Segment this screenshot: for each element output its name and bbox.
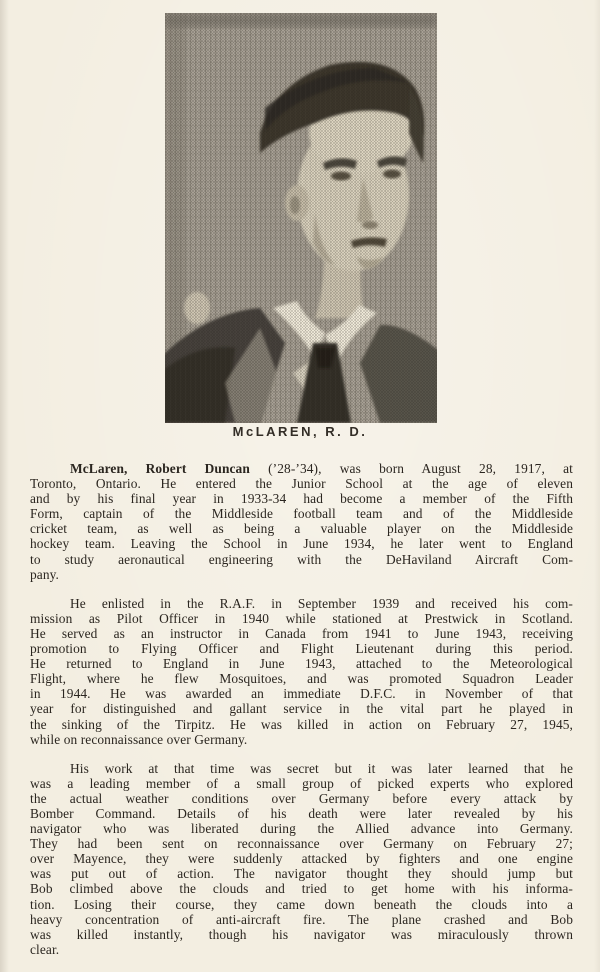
text-line: Bomber Command. Details of his death were later revealed by his	[30, 805, 573, 821]
paragraph-1	[30, 461, 573, 582]
text-line: heavy concentration of anti-aircraft fire. The plane crashed and Bob	[30, 911, 573, 927]
paragraph-2	[30, 596, 573, 747]
text-line: Form, captain of the Middleside football team and of the Middleside	[30, 506, 573, 522]
text-line: in 1944. He was awarded an immediate D.F.C. in November of that	[30, 686, 573, 702]
text-line: cricket team, as well as being a valuable player on the Middleside	[30, 521, 573, 537]
text-line: the actual weather conditions over Germany before every attack by	[30, 790, 573, 806]
text-line: while on reconnaissance over Germany.	[30, 731, 248, 747]
text-line: Flight, where he flew Mosquitoes, and was promoted Squadron Leader	[30, 671, 573, 687]
paragraph-3	[30, 761, 573, 957]
text-line: McLaren, Robert Duncan (’28-’34), was born August 28, 1917, at	[70, 461, 573, 476]
text-line: and by his final year in 1933-34 had become a member of the Fifth	[30, 491, 573, 507]
text-line: pany.	[30, 566, 60, 582]
text-line: He served as an instructor in Canada from 1941 to June 1943, receiving	[30, 625, 573, 641]
text-line: year for distinguished and gallant service in the vital part he played in	[30, 701, 573, 717]
text-line: His work at that time was secret but it was later learned that he	[70, 760, 573, 776]
text-line: They had been sent on reconnaissance over Germany on February 27;	[30, 836, 573, 852]
text-line: hockey team. Leaving the School in June 1934, he later went to England	[30, 536, 573, 552]
text-line: the sinking of the Tirpitz. He was killed in action on February 27, 1945,	[30, 716, 573, 732]
text-line: over Mayence, they were suddenly attacked by fighters and one engine	[30, 851, 573, 867]
photo-caption: McLAREN, R. D.	[232, 424, 368, 439]
text-line: Toronto, Ontario. He entered the Junior School at the age of eleven	[30, 476, 573, 492]
text-line: Bob climbed above the clouds and tried to get home with his informa-	[30, 881, 573, 897]
text-line: to study aeronautical engineering with the DeHaviland Aircraft Com-	[30, 551, 573, 567]
text-line: navigator who was liberated during the Allied advance into Germany.	[30, 821, 573, 837]
text-line: tion. Losing their course, they came down beneath the clouds into a	[30, 896, 573, 912]
text-line: was put out of action. The navigator thought they should jump but	[30, 866, 573, 882]
text-line: was killed instantly, though his navigator was miraculously thrown	[30, 926, 573, 942]
text-line: promotion to Flying Officer and Flight Lieutenant during this period.	[30, 641, 573, 657]
text-line: was a leading member of a small group of picked experts who explored	[30, 775, 573, 791]
text-line: He returned to England in June 1943, attached to the Meteorological	[30, 656, 573, 672]
portrait-photo	[165, 13, 437, 423]
biography-text	[30, 461, 573, 971]
text-line: mission as Pilot Officer in 1940 while stationed at Prestwick in Scotland.	[30, 610, 573, 626]
portrait-photo-art	[165, 13, 437, 423]
text-line: clear.	[30, 941, 60, 957]
text-line: He enlisted in the R.A.F. in September 1939 and received his com-	[70, 595, 573, 611]
